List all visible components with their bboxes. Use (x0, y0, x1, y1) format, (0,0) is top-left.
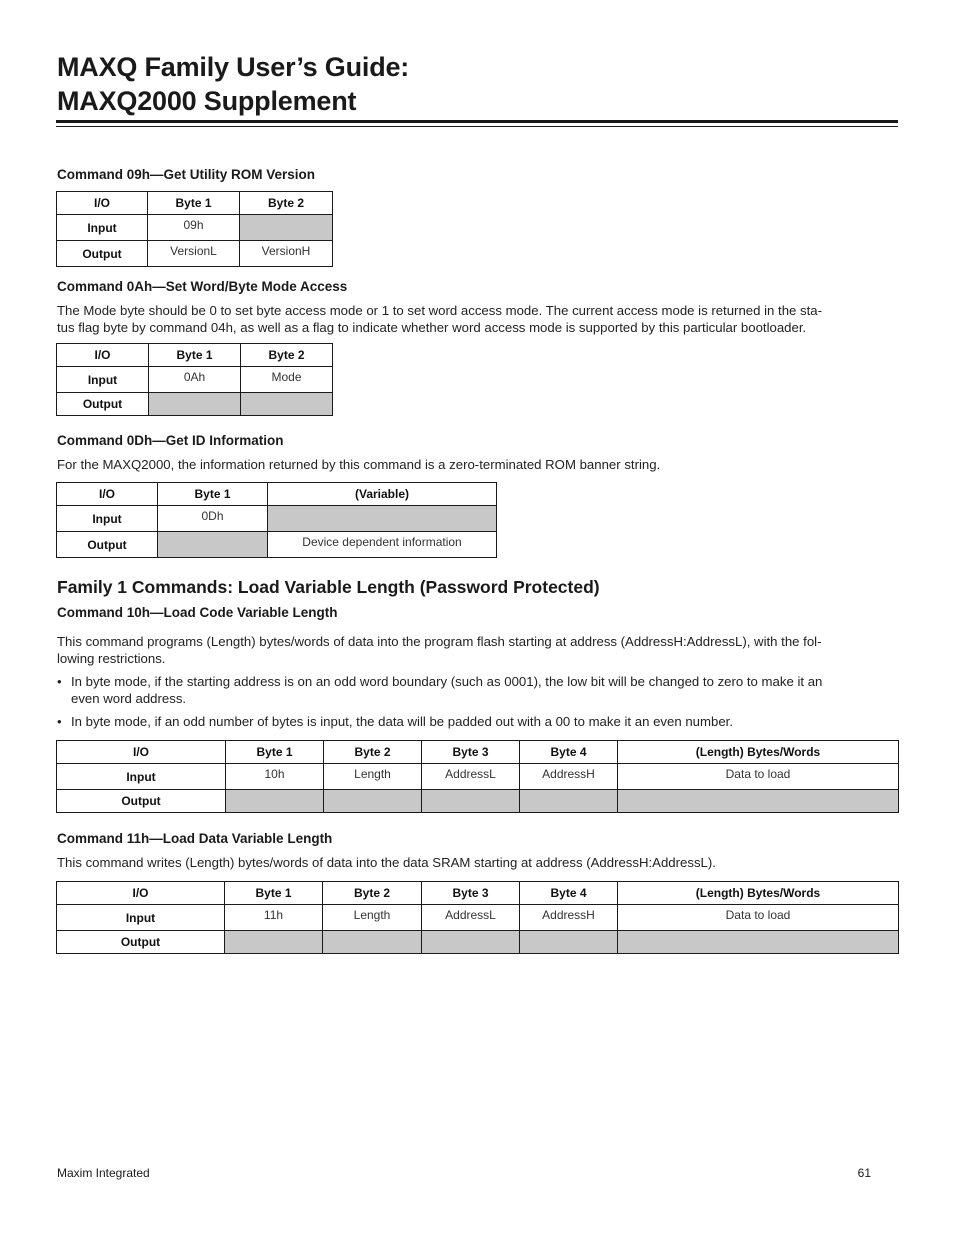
title-rule-thin (56, 126, 898, 127)
cell: Data to load (618, 905, 899, 931)
paragraph-line: This command programs (Length) bytes/words of data into the program flash starting at address (AddressH:AddressL), with the fol- (57, 634, 822, 649)
header-cell: Byte 2 (240, 192, 333, 215)
paragraph-cmd-0dh: For the MAXQ2000, the information returned by this command is a zero-terminated ROM banner string. (57, 457, 661, 472)
table-header-row (57, 741, 899, 764)
bullet-line: even word address. (71, 691, 187, 706)
heading-cmd-11h: Command 11h—Load Data Variable Length (57, 831, 333, 846)
shaded-cell (520, 790, 618, 813)
cell: Device dependent information (268, 532, 497, 558)
table-row-output (57, 241, 333, 267)
bullet-item (57, 713, 899, 730)
header-cell: Byte 4 (520, 882, 618, 905)
bullet-item (57, 673, 899, 707)
header-cell: I/O (57, 882, 225, 905)
cell: 11h (225, 905, 323, 931)
shaded-cell (225, 931, 323, 954)
table-cmd-11h (56, 881, 899, 954)
heading-family-1: Family 1 Commands: Load Variable Length (Password Protected) (57, 577, 600, 597)
cell: AddressL (422, 905, 520, 931)
table-cmd-10h (56, 740, 899, 813)
table-cmd-0ah (56, 343, 333, 416)
shaded-cell (323, 931, 422, 954)
shaded-cell (149, 393, 241, 416)
paragraph-cmd-11h: This command writes (Length) bytes/words of data into the data SRAM starting at address (AddressH:AddressL). (57, 855, 716, 870)
header-cell: (Length) Bytes/Words (618, 741, 899, 764)
shaded-cell (268, 506, 497, 532)
table-header-row (57, 483, 497, 506)
table-row-input (57, 215, 333, 241)
table-row-input (57, 367, 333, 393)
header-cell: Byte 1 (226, 741, 324, 764)
paragraph-cmd-0ah (57, 302, 899, 336)
header-cell: Byte 1 (149, 344, 241, 367)
header-cell: (Length) Bytes/Words (618, 882, 899, 905)
shaded-cell (422, 931, 520, 954)
table-row-output (57, 931, 899, 954)
row-label: Output (57, 393, 149, 416)
table-row-input (57, 764, 899, 790)
table-header-row (57, 192, 333, 215)
cell: Data to load (618, 764, 899, 790)
paragraph-line: tus flag byte by command 04h, as well as a flag to indicate whether word access mode is supported by this particular bootloader. (57, 320, 807, 335)
cell: 0Ah (149, 367, 241, 393)
title-rule-thick (56, 120, 898, 123)
row-label: Input (57, 764, 226, 790)
document-title (57, 50, 409, 118)
cell: AddressH (520, 764, 618, 790)
header-cell: I/O (57, 192, 148, 215)
table-header-row (57, 344, 333, 367)
header-cell: I/O (57, 483, 158, 506)
table-row-input (57, 506, 497, 532)
heading-cmd-0dh: Command 0Dh—Get ID Information (57, 433, 284, 448)
row-label: Output (57, 790, 226, 813)
footer-company: Maxim Integrated (57, 1166, 150, 1180)
header-cell: Byte 3 (422, 741, 520, 764)
cell: 09h (148, 215, 240, 241)
shaded-cell (520, 931, 618, 954)
shaded-cell (618, 931, 899, 954)
table-row-output (57, 532, 497, 558)
bullet-marker: • (57, 714, 62, 729)
table-cmd-09h (56, 191, 333, 267)
cell: Mode (241, 367, 333, 393)
heading-cmd-09h: Command 09h—Get Utility ROM Version (57, 167, 316, 182)
shaded-cell (158, 532, 268, 558)
header-cell: I/O (57, 344, 149, 367)
shaded-cell (240, 215, 333, 241)
header-cell: (Variable) (268, 483, 497, 506)
row-label: Input (57, 506, 158, 532)
table-header-row (57, 882, 899, 905)
row-label: Input (57, 367, 149, 393)
table-cmd-0dh (56, 482, 497, 558)
heading-cmd-0ah: Command 0Ah—Set Word/Byte Mode Access (57, 279, 348, 294)
cell: AddressL (422, 764, 520, 790)
header-cell: Byte 1 (158, 483, 268, 506)
paragraph-line: The Mode byte should be 0 to set byte access mode or 1 to set word access mode. The current access mode is returned in the sta- (57, 303, 823, 318)
shaded-cell (241, 393, 333, 416)
header-cell: Byte 2 (324, 741, 422, 764)
cell: 0Dh (158, 506, 268, 532)
shaded-cell (324, 790, 422, 813)
footer-page-number: 61 (857, 1166, 871, 1180)
row-label: Input (57, 215, 148, 241)
header-cell: Byte 4 (520, 741, 618, 764)
row-label: Output (57, 241, 148, 267)
heading-cmd-10h: Command 10h—Load Code Variable Length (57, 605, 338, 620)
cell: AddressH (520, 905, 618, 931)
paragraph-line: lowing restrictions. (57, 651, 166, 666)
header-cell: Byte 2 (241, 344, 333, 367)
header-cell: Byte 1 (148, 192, 240, 215)
header-cell: Byte 3 (422, 882, 520, 905)
row-label: Output (57, 532, 158, 558)
shaded-cell (618, 790, 899, 813)
table-row-input (57, 905, 899, 931)
table-row-output (57, 790, 899, 813)
cell: Length (323, 905, 422, 931)
header-cell: I/O (57, 741, 226, 764)
cell: VersionL (148, 241, 240, 267)
bullet-line: In byte mode, if an odd number of bytes is input, the data will be padded out with a 00 to make it an even number. (71, 714, 733, 729)
title-line-2: MAXQ2000 Supplement (57, 86, 357, 116)
shaded-cell (226, 790, 324, 813)
bullet-marker: • (57, 674, 62, 689)
bullet-line: In byte mode, if the starting address is on an odd word boundary (such as 0001), the low bit will be changed to zero to make it an (71, 674, 823, 689)
shaded-cell (422, 790, 520, 813)
paragraph-cmd-10h (57, 633, 899, 667)
cell: Length (324, 764, 422, 790)
header-cell: Byte 2 (323, 882, 422, 905)
row-label: Input (57, 905, 225, 931)
table-row-output (57, 393, 333, 416)
row-label: Output (57, 931, 225, 954)
cell: VersionH (240, 241, 333, 267)
cell: 10h (226, 764, 324, 790)
header-cell: Byte 1 (225, 882, 323, 905)
title-line-1: MAXQ Family User’s Guide: (57, 52, 410, 82)
